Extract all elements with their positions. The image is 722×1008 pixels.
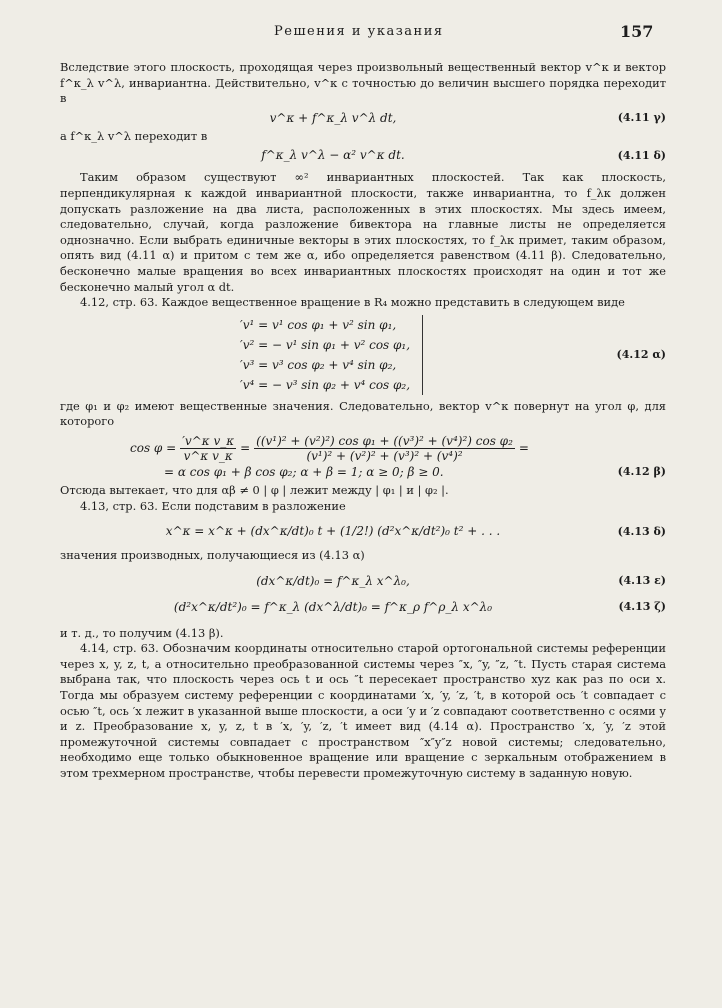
equation-4-13-delta: [60, 524, 666, 538]
equation-4-12-beta: [60, 434, 666, 479]
equation-number: (4.11 γ): [617, 111, 666, 125]
equation-4-11-gamma: [60, 111, 666, 125]
paragraph: где φ₁ и φ₂ имеют вещественные значения. Следовательно, вектор v^κ повернут на угол φ, для которого: [60, 398, 666, 429]
equation-number: (4.13 ζ): [618, 600, 666, 614]
equation-number: (4.13 δ): [617, 524, 666, 538]
equation-body: x^κ = x^κ + (dx^κ/dt)₀ t + (1/2!) (d²x^κ/dt²)₀ t² + . . .: [165, 524, 501, 539]
numerator: ′v^κ v_κ: [182, 433, 235, 448]
equation-line: ′v² = − v¹ sin φ₁ + v² cos φ₁,: [240, 337, 411, 352]
equation-number: (4.12 α): [616, 348, 666, 362]
equation-line: ′v³ = v³ cos φ₂ + v⁴ sin φ₂,: [240, 357, 397, 372]
denominator: (v¹)² + (v²)² + (v³)² + (v⁴)²: [306, 448, 463, 463]
equation-number: (4.11 δ): [617, 148, 666, 162]
denominator: v^κ v_κ: [183, 448, 233, 463]
paragraph: 4.14, стр. 63. Обозначим координаты относительно старой ортогональной системы референции через x, y, z, t, а относительно преобразованной системы через ″x, ″y, ″z, ″t. Пусть старая система выбрана так, что плоскость через ось t и ось ″t пересекает пространство xyz как раз по оси x. Тогда мы образуем систему референции с координатами ′x, ′y, ′z, ′t, в которой ось ′t совпадает с осью ″t, ось ′x лежит в указанной выше плоскости, а оси ′y и ′z совпадают соответственно с осями y и z. Преобразование x, y, z, t в ′x, ′y, ′z, ′t имеет вид (4.14 α). Пространство ′x, ′y, ′z этой промежуточной системы совпадает с пространством ″x″y″z новой системы; следовательно, необходимо еще только обыкновенное вращение или вращение с зеркальным отображением в этом трехмерном пространстве, чтобы перевести промежуточную систему в заданную новую.: [60, 641, 666, 781]
equation-body: f^κ_λ v^λ − α² v^κ dt.: [261, 148, 405, 163]
paragraph: 4.12, стр. 63. Каждое вещественное вращение в R₄ можно представить в следующем виде: [80, 295, 625, 310]
equation-4-11-delta: [60, 148, 666, 162]
running-title: Решения и указания: [274, 24, 444, 39]
equals-sign: =: [518, 441, 529, 456]
equation-number: (4.12 β): [617, 465, 666, 479]
page-number: 157: [620, 22, 654, 41]
paragraph: Таким образом существуют ∞² инвариантных плоскостей. Так как плоскость, перпендикулярная к каждой инвариантной плоскости, также инвариантна, то f_λκ должен допускать разложение на два листа, расположенных в этих плоскостях. Мы здесь имеем, следовательно, случай, когда разложение бивектора на главные листы не определяется однозначно. Если выбрать единичные векторы в этих плоскостях, то f_λκ примет, таким образом, опять вид (4.11 α) и притом с тем же α, ибо определяется равенством (4.11 β). Следовательно, бесконечно малые вращения во всех инвариантных плоскостях происходят на один и тот же бесконечно малый угол α dt.: [60, 170, 666, 294]
equation-body: (dx^κ/dt)₀ = f^κ_λ x^λ₀,: [256, 573, 410, 588]
equation-line: ′v¹ = v¹ cos φ₁ + v² sin φ₁,: [240, 317, 397, 332]
equation-lhs: cos φ =: [130, 441, 177, 456]
equation-body: = α cos φ₁ + β cos φ₂; α + β = 1; α ≥ 0; β ≥ 0.: [164, 464, 444, 479]
page-content: [60, 60, 666, 782]
equation-number: (4.13 ε): [618, 574, 666, 588]
page-header: [0, 22, 722, 44]
numerator: ((v¹)² + (v²)²) cos φ₁ + ((v³)² + (v⁴)²) cos φ₂: [256, 433, 513, 448]
equation-line: ′v⁴ = − v³ sin φ₂ + v⁴ cos φ₂,: [240, 377, 411, 392]
equals-sign: =: [240, 441, 251, 456]
equation-line: [60, 465, 666, 479]
equation-4-13-zeta: [60, 600, 666, 614]
equation-system: [240, 315, 423, 395]
equation-4-12-alpha: [60, 315, 666, 395]
equation-body: (d²x^κ/dt²)₀ = f^κ_λ (dx^λ/dt)₀ = f^κ_ρ f^ρ_λ x^λ₀: [173, 599, 493, 614]
equation-body: v^κ + f^κ_λ v^λ dt,: [269, 110, 397, 125]
paragraph: Вследствие этого плоскость, проходящая через произвольный вещественный вектор v^κ и вектор f^κ_λ v^λ, инвариантна. Действительно, v^κ с точностью до величин высшего порядка переходит в: [60, 60, 666, 106]
equation-4-13-epsilon: [60, 574, 666, 588]
paragraph: Отсюда вытекает, что для αβ ≠ 0 | φ | лежит между | φ₁ | и | φ₂ |.: [60, 482, 449, 497]
fraction: [180, 434, 236, 463]
paragraph: значения производных, получающиеся из (4.13 α): [60, 548, 365, 563]
fraction: [254, 434, 515, 463]
equation-line: [130, 434, 666, 463]
paragraph: а f^κ_λ v^λ переходит в: [60, 128, 208, 143]
paragraph: 4.13, стр. 63. Если подставим в разложение: [80, 498, 346, 513]
paragraph: и т. д., то получим (4.13 β).: [60, 625, 224, 640]
